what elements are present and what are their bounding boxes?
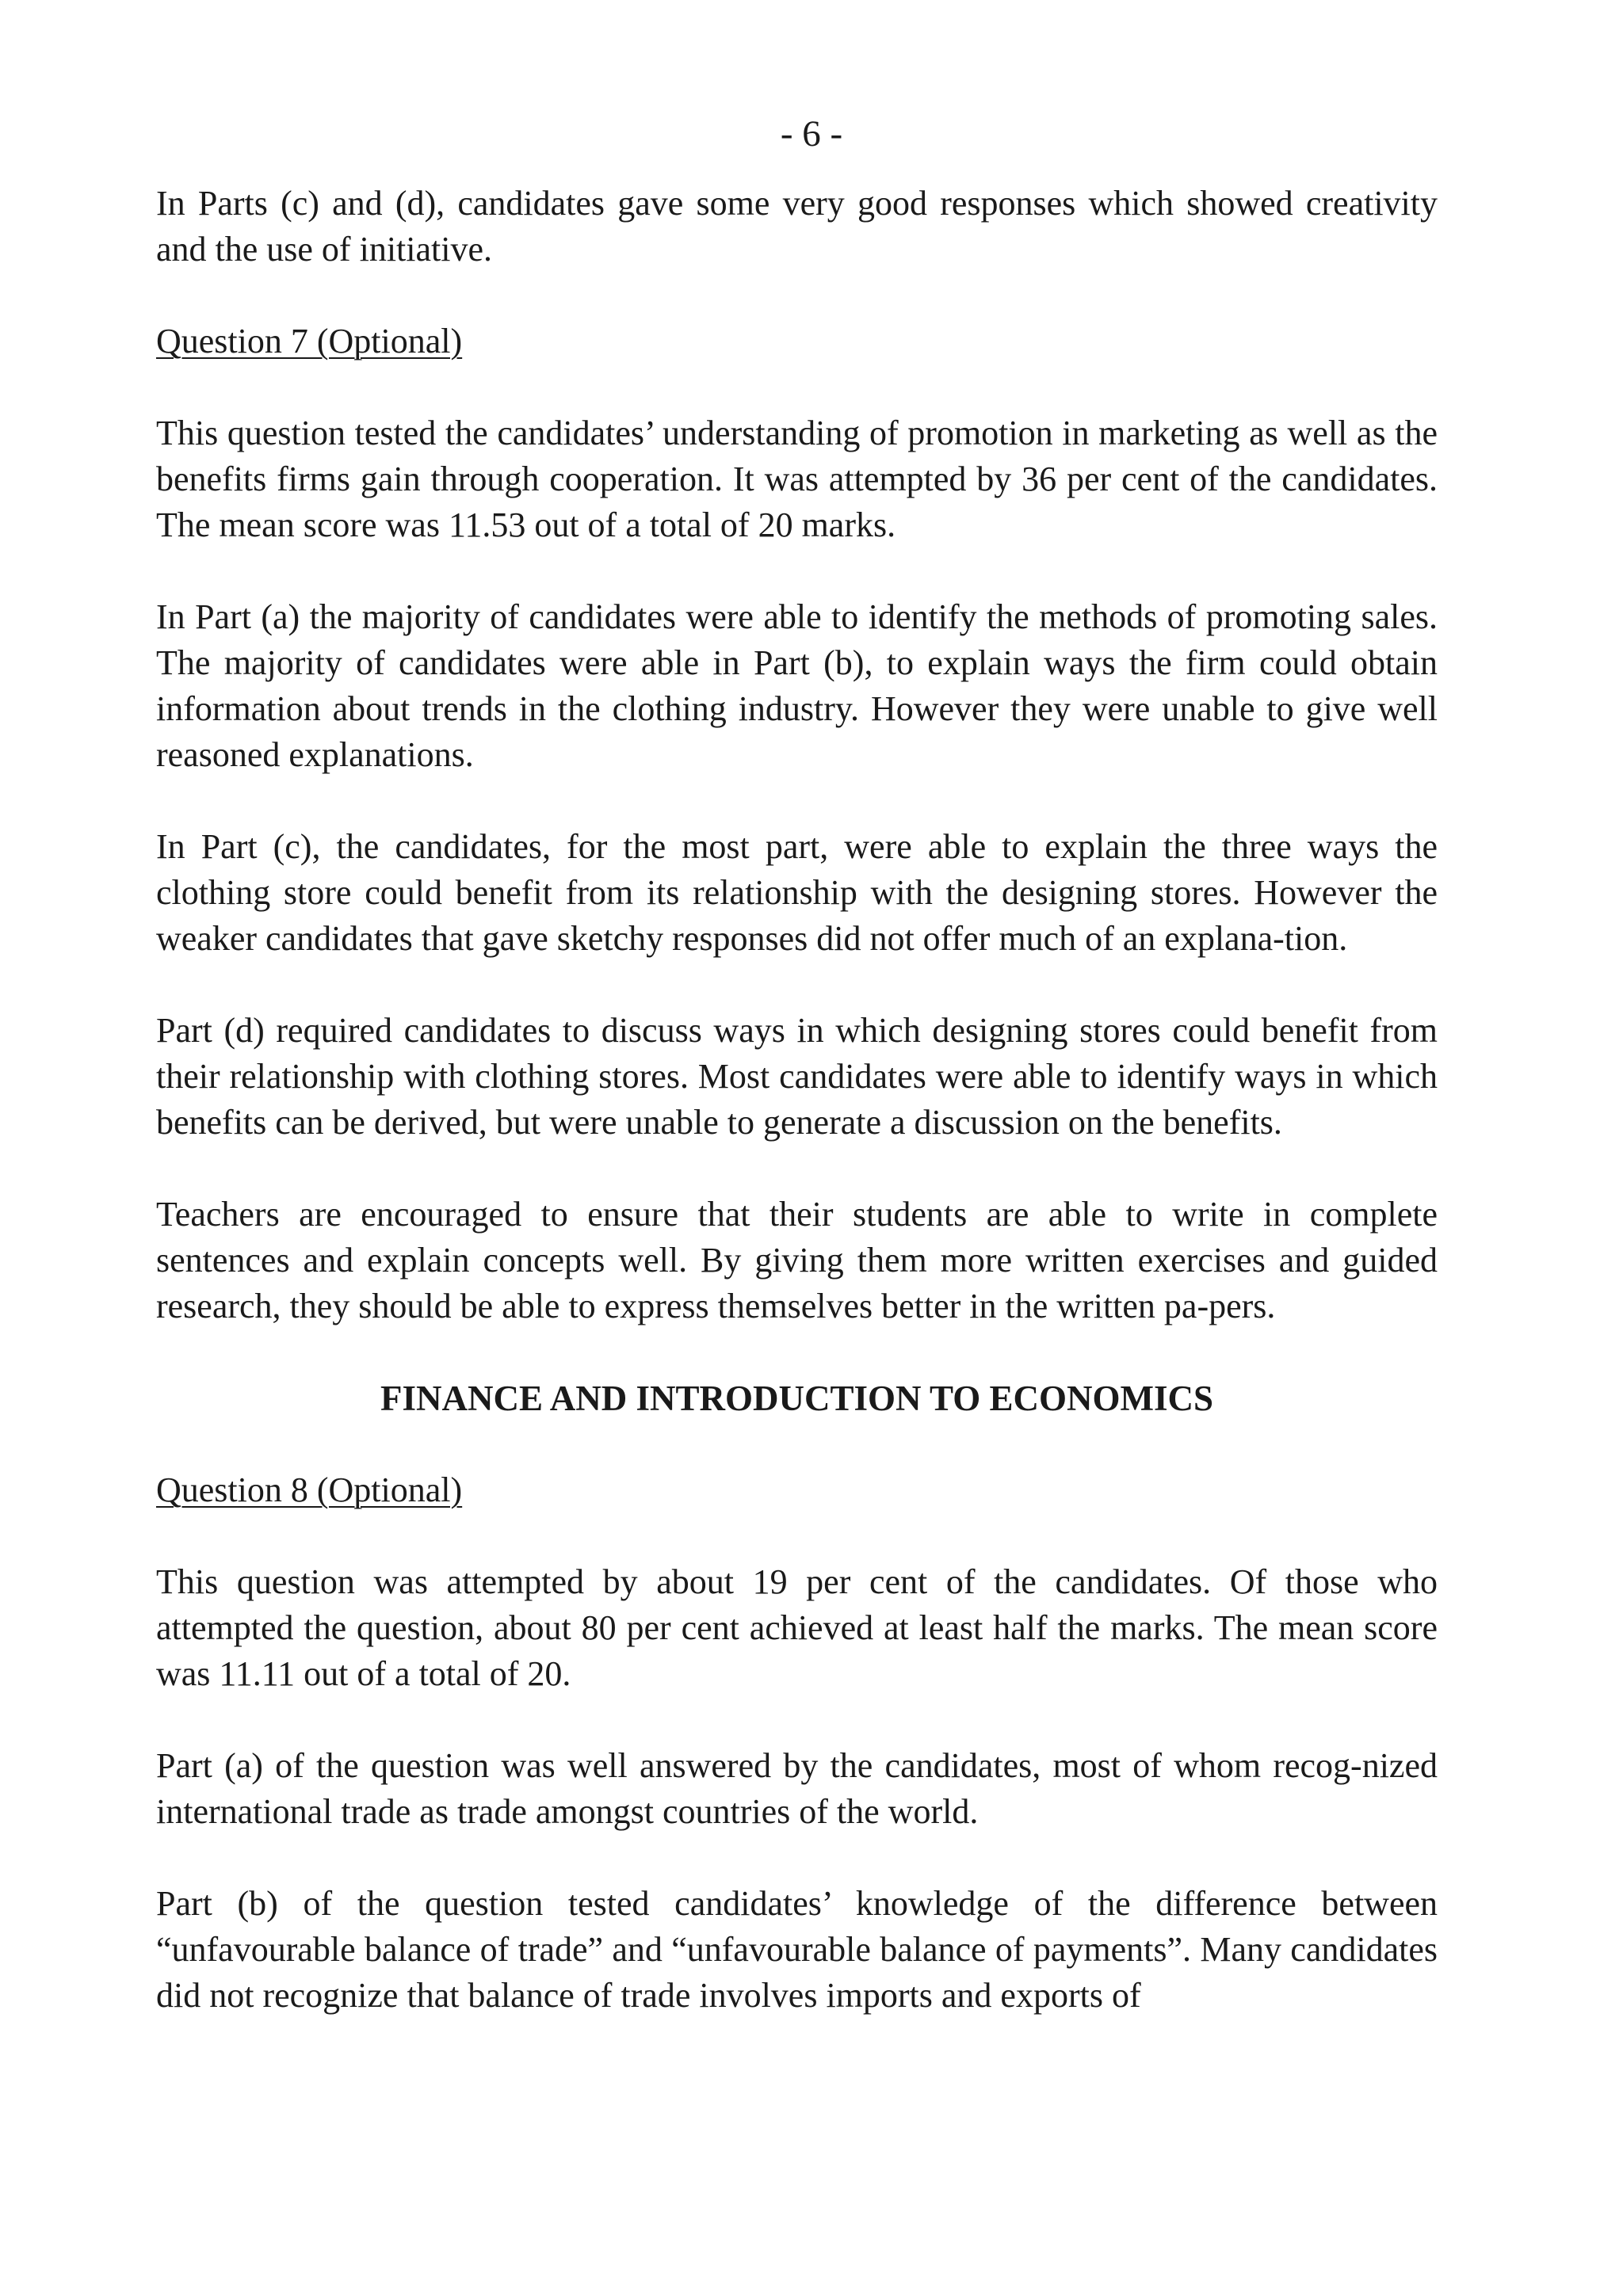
- paragraph-q7-part-a-b: In Part (a) the majority of candidates were able to identify the methods of promoting sales. The majority of candidates were able in Part (b), to explain ways the firm could obtain information about trends in the clothing industry. However they were unable to give well reasoned explanations.: [156, 597, 1438, 774]
- paragraph-q8-part-b: Part (b) of the question tested candidates’ knowledge of the difference between “unfavourable balance of trade” and “unfavourable balance of payments”. Many candidates did not recognize that balance of trade involves imports and exports of: [156, 1884, 1438, 2015]
- section-title: FINANCE AND INTRODUCTION TO ECONOMICS: [380, 1379, 1213, 1418]
- paragraph-q8-part-a: Part (a) of the question was well answered by the candidates, most of whom recog-nized international trade as trade amongst countries of the world.: [156, 1746, 1438, 1831]
- page-number: - 6 -: [780, 113, 843, 154]
- paragraph-q8-intro: This question was attempted by about 19 per cent of the candidates. Of those who attempted the question, about 80 per cent achieved at least half the marks. The mean score was 11.11 out of a total of 20.: [156, 1562, 1438, 1693]
- paragraph-q7-part-d: Part (d) required candidates to discuss ways in which designing stores could benefit from their relationship with clothing stores. Most candidates were able to identify ways in which benefits can be derived, but were unable to generate a discussion on the benefits.: [156, 1011, 1438, 1142]
- page-content: [156, 181, 1438, 2065]
- question-7-heading: Question 7 (Optional): [156, 322, 463, 360]
- question-8-heading: Question 8 (Optional): [156, 1470, 463, 1509]
- paragraph-parts-c-d: In Parts (c) and (d), candidates gave some very good responses which showed creativity and the use of initiative.: [156, 184, 1438, 269]
- paragraph-teachers-advice: Teachers are encouraged to ensure that their students are able to write in complete sentences and explain concepts well. By giving them more written exercises and guided research, they should be able to express themselves better in the written pa-pers.: [156, 1195, 1438, 1325]
- paragraph-q7-part-c: In Part (c), the candidates, for the most part, were able to explain the three ways the clothing store could benefit from its relationship with the designing stores. However the weaker candidates that gave sketchy responses did not offer much of an explana-tion.: [156, 827, 1438, 958]
- paragraph-q7-intro: This question tested the candidates’ understanding of promotion in marketing as well as the benefits firms gain through cooperation. It was attempted by 36 per cent of the candidates. The mean score was 11.53 out of a total of 20 marks.: [156, 414, 1438, 544]
